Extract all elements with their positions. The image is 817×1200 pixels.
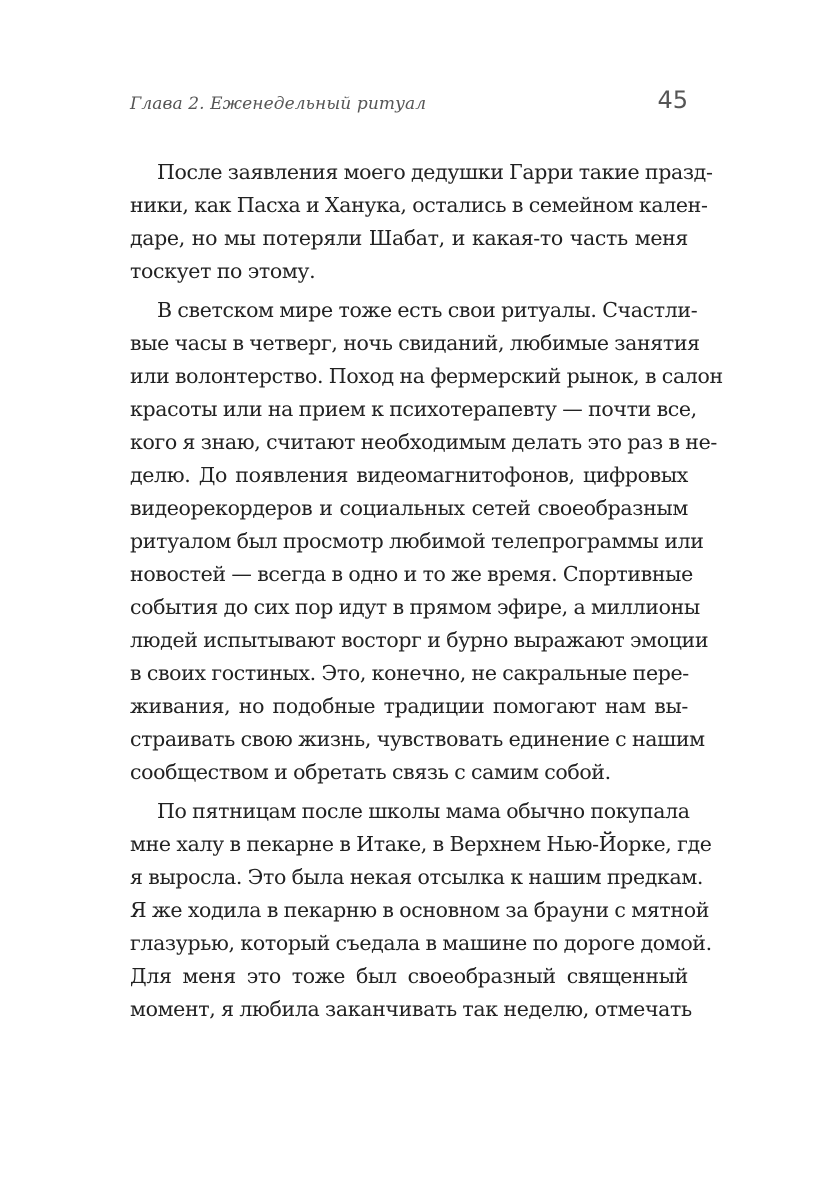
chapter-title: Глава 2. Еженедельный ритуал bbox=[130, 94, 427, 114]
text-line: новостей — всегда в одно и то же время. Спортивные bbox=[130, 562, 693, 586]
text-line: людей испытывают восторг и бурно выражают эмоции bbox=[130, 628, 709, 652]
text-line: ритуалом был просмотр любимой телепрограммы или bbox=[130, 529, 704, 553]
text-line: После заявления моего дедушки Гарри такие празд- bbox=[157, 160, 713, 184]
page-number: 45 bbox=[657, 86, 688, 114]
text-line: ники, как Пасха и Ханука, остались в семейном кален- bbox=[130, 193, 708, 217]
text-line: сообществом и обретать связь с самим собой. bbox=[130, 760, 611, 784]
text-line: глазурью, который съедала в машине по дороге домой. bbox=[130, 931, 712, 955]
text-line: кого я знаю, считают необходимым делать это раз в не- bbox=[130, 430, 717, 454]
text-line: В светском мире тоже есть свои ритуалы. Счастли- bbox=[157, 298, 698, 322]
paragraph-1 bbox=[130, 156, 713, 288]
running-head bbox=[130, 86, 688, 122]
text-line: тоскует по этому. bbox=[130, 259, 316, 283]
text-line: По пятницам после школы мама обычно покупала bbox=[157, 799, 690, 823]
text-line: Для меня это тоже был своеобразный священный bbox=[130, 964, 688, 988]
text-line: мне халу в пекарне в Итаке, в Верхнем Нью-Йорке, где bbox=[130, 832, 712, 856]
paragraph-2 bbox=[130, 294, 723, 789]
text-line: делю. До появления видеомагнитофонов, цифровых bbox=[130, 463, 688, 487]
text-line: события до сих пор идут в прямом эфире, а миллионы bbox=[130, 595, 700, 619]
text-line: момент, я любила заканчивать так неделю, отмечать bbox=[130, 997, 692, 1021]
text-line: видеорекордеров и социальных сетей своеобразным bbox=[130, 496, 688, 520]
text-line: или волонтерство. Поход на фермерский рынок, в салон bbox=[130, 364, 723, 388]
paragraph-3 bbox=[130, 795, 712, 1026]
text-line: страивать свою жизнь, чувствовать единение с нашим bbox=[130, 727, 705, 751]
body-text bbox=[130, 156, 723, 1026]
text-line: живания, но подобные традиции помогают нам вы- bbox=[130, 694, 688, 718]
text-line: красоты или на прием к психотерапевту — почти все, bbox=[130, 397, 697, 421]
text-line: я выросла. Это была некая отсылка к нашим предкам. bbox=[130, 865, 704, 889]
text-line: даре, но мы потеряли Шабат, и какая-то часть меня bbox=[130, 226, 688, 250]
text-line: в своих гостиных. Это, конечно, не сакральные пере- bbox=[130, 661, 689, 685]
text-line: Я же ходила в пекарню в основном за брауни с мятной bbox=[130, 898, 710, 922]
text-line: вые часы в четверг, ночь свиданий, любимые занятия bbox=[130, 331, 700, 355]
